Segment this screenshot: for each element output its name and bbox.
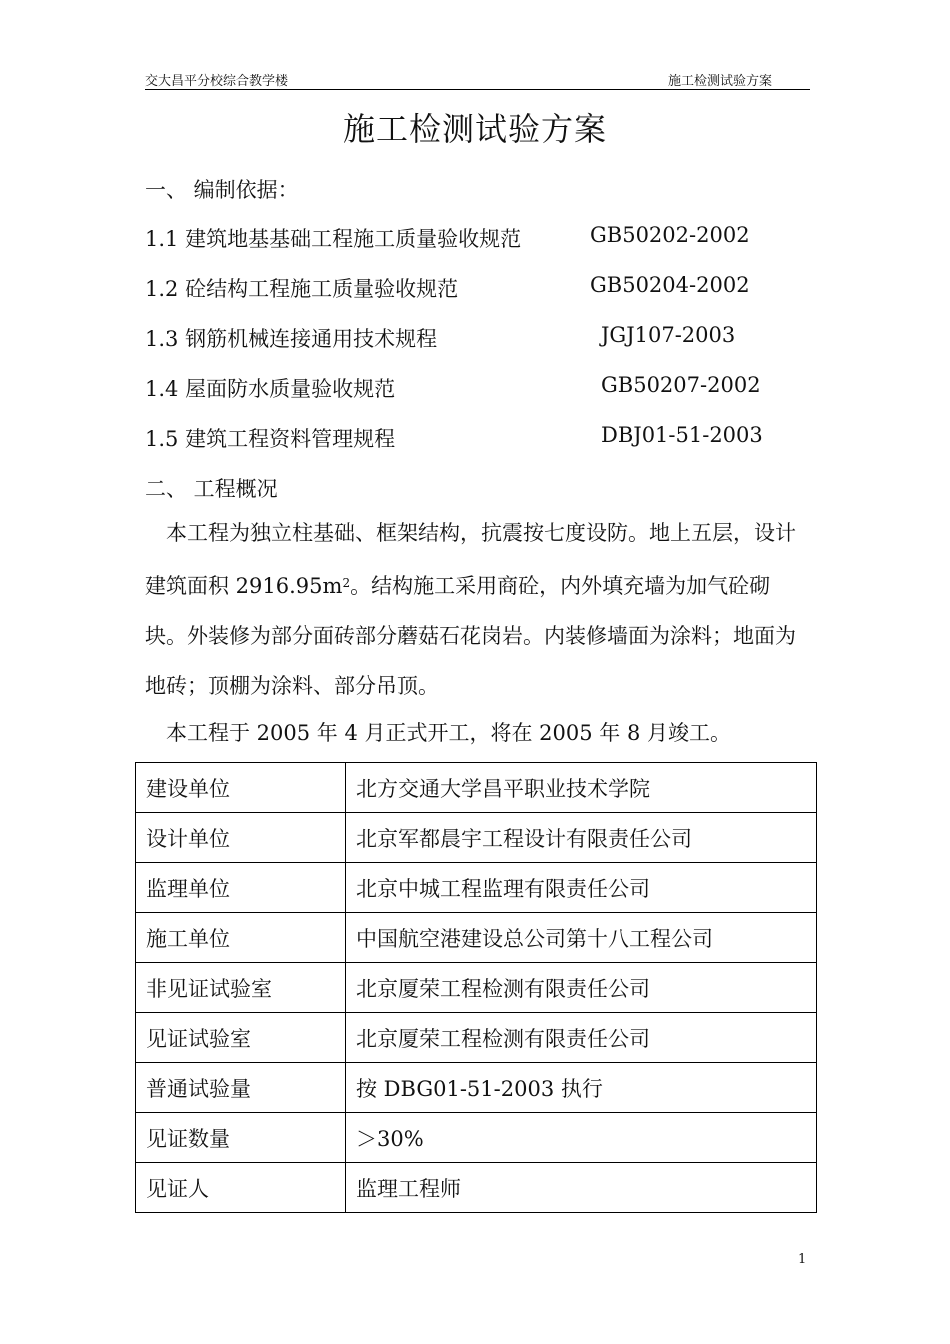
table-value: 监理工程师 bbox=[346, 1163, 817, 1213]
basis-item-code: GB50207-2002 bbox=[601, 373, 761, 397]
table-value: 中国航空港建设总公司第十八工程公司 bbox=[346, 913, 817, 963]
table-key: 见证数量 bbox=[136, 1113, 346, 1163]
table-value: 北京中城工程监理有限责任公司 bbox=[346, 863, 817, 913]
page-number: 1 bbox=[798, 1252, 807, 1267]
basis-item-code: JGJ107-2003 bbox=[601, 323, 736, 347]
header-rule bbox=[145, 89, 810, 90]
basis-item: 1.3 钢筋机械连接通用技术规程 bbox=[145, 327, 438, 351]
table-key: 设计单位 bbox=[136, 813, 346, 863]
table-key: 施工单位 bbox=[136, 913, 346, 963]
header-left: 交大昌平分校综合教学楼 bbox=[145, 74, 289, 89]
overview-paragraph bbox=[145, 508, 810, 711]
table-value: 北京厦荣工程检测有限责任公司 bbox=[346, 963, 817, 1013]
section-heading-overview: 二、 工程概况 bbox=[145, 477, 278, 501]
section-heading-basis: 一、 编制依据： bbox=[145, 178, 299, 202]
table-row bbox=[136, 1163, 817, 1213]
basis-item-code: GB50202-2002 bbox=[590, 223, 750, 247]
basis-item: 1.2 砼结构工程施工质量验收规范 bbox=[145, 277, 459, 301]
table-row bbox=[136, 1013, 817, 1063]
basis-item: 1.4 屋面防水质量验收规范 bbox=[145, 377, 396, 401]
area-unit-superscript: 2 bbox=[342, 576, 351, 590]
table-row bbox=[136, 1063, 817, 1113]
overview-text-b: 。结构施工采用商砼，内外填充墙为加气砼砌块。外装修为部分面砖部分蘑菇石花岗岩。内装修墙面为涂料；地面为地砖；顶棚为涂料、部分吊顶。 bbox=[145, 574, 796, 698]
project-info-table bbox=[135, 762, 817, 1213]
header-right: 施工检测试验方案 bbox=[668, 74, 773, 89]
table-value: 按 DBG01-51-2003 执行 bbox=[346, 1063, 817, 1113]
table-value: ＞30% bbox=[346, 1113, 817, 1163]
table-key: 非见证试验室 bbox=[136, 963, 346, 1013]
table-value: 北方交通大学昌平职业技术学院 bbox=[346, 763, 817, 813]
basis-item-code: GB50204-2002 bbox=[590, 273, 750, 297]
table-row bbox=[136, 763, 817, 813]
table-row bbox=[136, 963, 817, 1013]
table-key: 监理单位 bbox=[136, 863, 346, 913]
schedule-paragraph: 本工程于 2005 年 4 月正式开工，将在 2005 年 8 月竣工。 bbox=[166, 721, 732, 745]
table-key: 普通试验量 bbox=[136, 1063, 346, 1113]
table-key: 见证试验室 bbox=[136, 1013, 346, 1063]
overview-text-a: 本工程为独立柱基础、框架结构，抗震按七度设防。地上五层，设计建筑面积 2916.95m bbox=[145, 521, 796, 598]
table-value: 北京军都晨宇工程设计有限责任公司 bbox=[346, 813, 817, 863]
basis-item: 1.5 建筑工程资料管理规程 bbox=[145, 427, 396, 451]
basis-item: 1.1 建筑地基基础工程施工质量验收规范 bbox=[145, 227, 522, 251]
table-row bbox=[136, 1113, 817, 1163]
table-row bbox=[136, 913, 817, 963]
basis-item-code: DBJ01-51-2003 bbox=[601, 423, 763, 447]
table-row bbox=[136, 863, 817, 913]
document-title: 施工检测试验方案 bbox=[342, 110, 607, 148]
table-value: 北京厦荣工程检测有限责任公司 bbox=[346, 1013, 817, 1063]
table-key: 建设单位 bbox=[136, 763, 346, 813]
table-row bbox=[136, 813, 817, 863]
table-key: 见证人 bbox=[136, 1163, 346, 1213]
